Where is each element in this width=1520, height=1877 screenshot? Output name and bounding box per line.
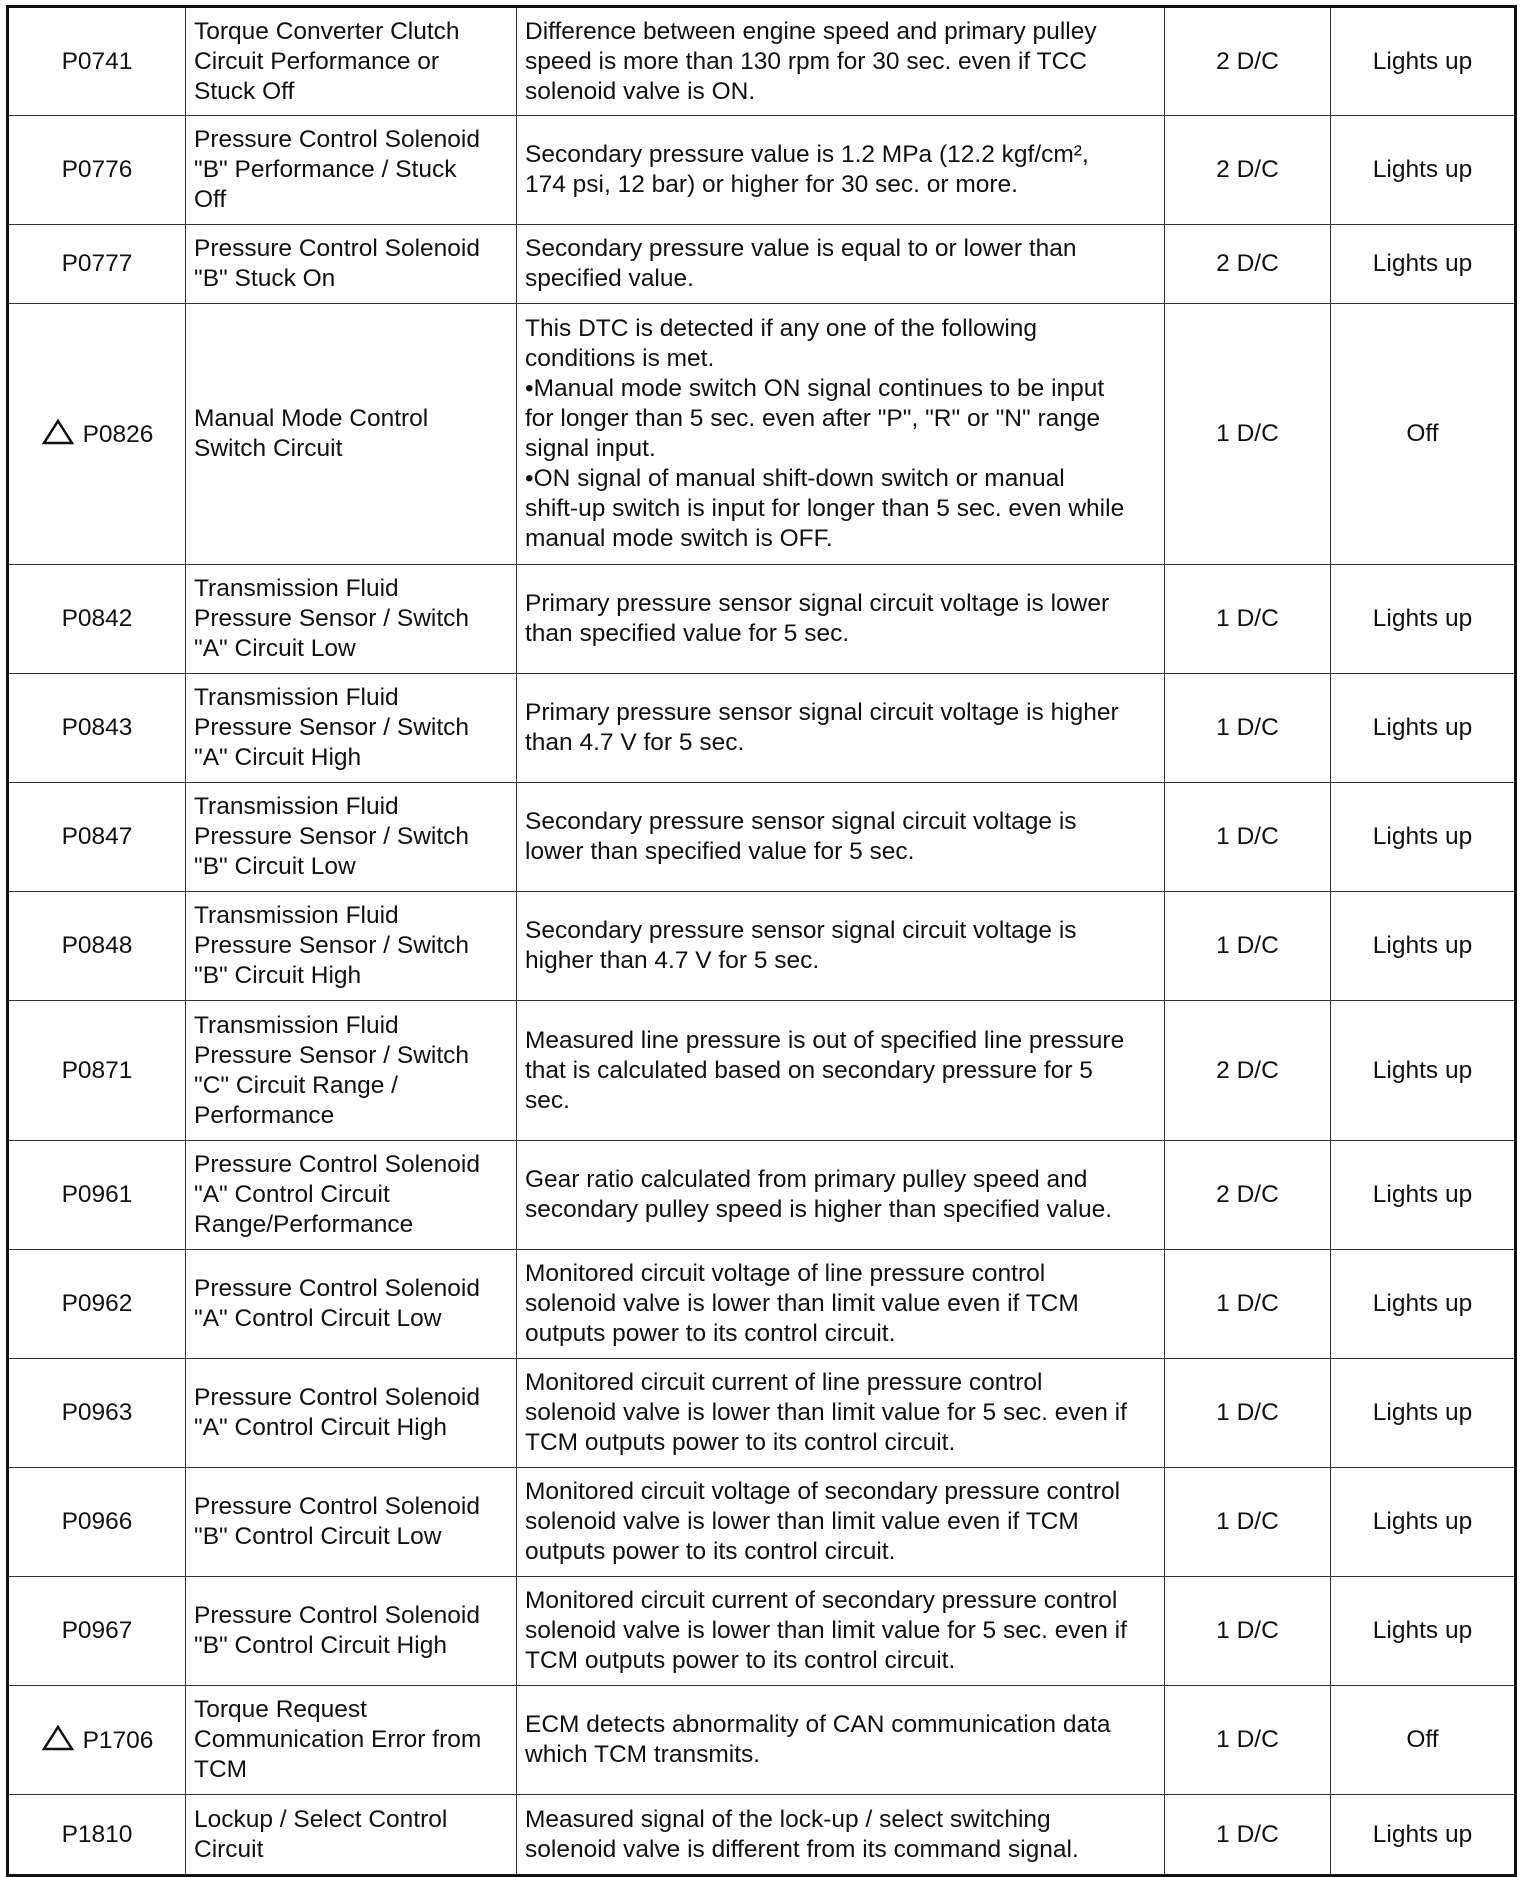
dtc-name-line: Pressure Sensor / Switch — [194, 1041, 470, 1069]
table-row — [8, 1001, 1516, 1141]
dtc-code-cell — [8, 304, 186, 565]
detection-condition-cell — [517, 304, 1165, 565]
mil-status-cell: Lights up — [1331, 1577, 1516, 1686]
dtc-name-line: Pressure Sensor / Switch — [194, 823, 470, 850]
detection-condition-line: outputs power to its control circuit. — [525, 1320, 896, 1347]
detection-condition-line: Gear ratio calculated from primary pulley speed and — [525, 1166, 1088, 1193]
detection-condition-line: Monitored circuit voltage of line pressure control — [525, 1260, 1046, 1287]
trip-cell: 1 D/C — [1165, 783, 1331, 892]
dtc-code: P0741 — [61, 47, 133, 75]
mil-status-cell: Lights up — [1331, 116, 1516, 225]
dtc-table-body — [8, 7, 1516, 1876]
dtc-name-line: "B" Circuit High — [194, 962, 362, 989]
detection-condition-cell — [517, 225, 1165, 304]
dtc-name-line: Pressure Sensor / Switch — [194, 932, 470, 959]
detection-condition-cell — [517, 1795, 1165, 1876]
detection-condition-cell — [517, 1250, 1165, 1359]
dtc-code-cell — [8, 1250, 186, 1359]
dtc-name-line: Circuit — [194, 1835, 264, 1863]
detection-condition-line: ECM detects abnormality of CAN communication data — [525, 1711, 1111, 1738]
detection-condition-line: Secondary pressure value is 1.2 MPa (12.2 kgf/cm², — [525, 141, 1089, 168]
dtc-name-line: "A" Control Circuit — [194, 1181, 390, 1208]
detection-condition-line: Measured signal of the lock-up / select switching — [525, 1805, 1051, 1833]
dtc-name-line: Off — [194, 186, 227, 213]
detection-condition-line: solenoid valve is different from its command signal. — [525, 1835, 1079, 1863]
detection-condition-line: shift-up switch is input for longer than 5 sec. even while — [525, 495, 1125, 522]
trip-cell: 1 D/C — [1165, 674, 1331, 783]
table-row — [8, 1795, 1516, 1876]
detection-condition-cell — [517, 674, 1165, 783]
dtc-name-line: Pressure Control Solenoid — [194, 1275, 480, 1302]
dtc-name-cell — [186, 1001, 517, 1141]
mil-status-cell: Off — [1331, 304, 1516, 565]
detection-condition-cell — [517, 1686, 1165, 1795]
dtc-name-line: Performance — [194, 1101, 335, 1129]
trip-cell: 1 D/C — [1165, 1468, 1331, 1577]
detection-condition-line: Monitored circuit current of line pressure control — [525, 1369, 1043, 1396]
detection-condition-cell — [517, 1001, 1165, 1141]
trip-cell: 1 D/C — [1165, 304, 1331, 565]
dtc-table — [6, 5, 1517, 1877]
dtc-code-cell — [8, 116, 186, 225]
dtc-code: P0962 — [61, 1290, 133, 1317]
dtc-code: P0966 — [61, 1508, 133, 1535]
mil-status-cell: Lights up — [1331, 1359, 1516, 1468]
table-row — [8, 783, 1516, 892]
detection-condition-line: Monitored circuit current of secondary pressure control — [525, 1587, 1118, 1614]
dtc-name-line: Switch Circuit — [194, 435, 343, 462]
detection-condition-line: Primary pressure sensor signal circuit voltage is higher — [525, 699, 1119, 726]
table-row — [8, 304, 1516, 565]
dtc-name-line: "A" Circuit Low — [194, 635, 356, 662]
dtc-code-cell — [8, 7, 186, 116]
detection-condition-line: solenoid valve is lower than limit value for 5 sec. even if — [525, 1617, 1127, 1644]
dtc-name-line: Pressure Control Solenoid — [194, 1384, 480, 1411]
dtc-code-cell — [8, 1795, 186, 1876]
detection-condition-line: than 4.7 V for 5 sec. — [525, 729, 745, 756]
warning-triangle-icon — [41, 418, 75, 446]
dtc-name-line: Torque Request — [194, 1696, 367, 1723]
trip-cell: 2 D/C — [1165, 1141, 1331, 1250]
mil-status-cell: Lights up — [1331, 225, 1516, 304]
table-row — [8, 565, 1516, 674]
table-row — [8, 225, 1516, 304]
detection-condition-line: secondary pulley speed is higher than specified value. — [525, 1196, 1113, 1223]
detection-condition-cell — [517, 892, 1165, 1001]
detection-condition-line: Primary pressure sensor signal circuit voltage is lower — [525, 590, 1110, 617]
trip-cell: 2 D/C — [1165, 7, 1331, 116]
warning-triangle-icon — [41, 1724, 75, 1752]
trip-cell: 1 D/C — [1165, 565, 1331, 674]
dtc-name-line: Range/Performance — [194, 1211, 414, 1238]
dtc-code-cell — [8, 1359, 186, 1468]
dtc-code-cell — [8, 1686, 186, 1795]
dtc-code: P0848 — [61, 932, 133, 959]
dtc-name-line: Pressure Control Solenoid — [194, 235, 480, 262]
detection-condition-line: sec. — [525, 1086, 570, 1114]
trip-cell: 1 D/C — [1165, 1686, 1331, 1795]
detection-condition-cell — [517, 1141, 1165, 1250]
dtc-name-line: "A" Control Circuit Low — [194, 1305, 442, 1332]
table-row — [8, 1468, 1516, 1577]
mil-status-cell: Lights up — [1331, 674, 1516, 783]
detection-condition-cell — [517, 565, 1165, 674]
dtc-code-cell — [8, 892, 186, 1001]
table-row — [8, 116, 1516, 225]
dtc-name-cell — [186, 304, 517, 565]
trip-cell: 1 D/C — [1165, 1577, 1331, 1686]
detection-condition-cell — [517, 1359, 1165, 1468]
trip-cell: 1 D/C — [1165, 1250, 1331, 1359]
trip-cell: 2 D/C — [1165, 1001, 1331, 1141]
dtc-code: P0963 — [61, 1399, 133, 1426]
dtc-code: P0842 — [61, 605, 133, 632]
dtc-name-cell — [186, 116, 517, 225]
table-row — [8, 1359, 1516, 1468]
mil-status-cell: Lights up — [1331, 892, 1516, 1001]
dtc-name-line: Transmission Fluid — [194, 902, 399, 929]
dtc-name-cell — [186, 1359, 517, 1468]
dtc-code: P0871 — [61, 1056, 133, 1084]
dtc-name-line: Pressure Sensor / Switch — [194, 714, 470, 741]
detection-condition-cell — [517, 783, 1165, 892]
dtc-name-line: "A" Circuit High — [194, 744, 362, 771]
dtc-name-line: Pressure Sensor / Switch — [194, 605, 470, 632]
trip-cell: 1 D/C — [1165, 892, 1331, 1001]
dtc-name-cell — [186, 1686, 517, 1795]
dtc-code: P0967 — [61, 1617, 133, 1644]
mil-status-cell: Off — [1331, 1686, 1516, 1795]
table-row — [8, 1577, 1516, 1686]
detection-condition-line: TCM outputs power to its control circuit. — [525, 1429, 956, 1456]
dtc-name-line: Transmission Fluid — [194, 793, 399, 820]
detection-condition-line: lower than specified value for 5 sec. — [525, 838, 915, 865]
dtc-name-cell — [186, 1577, 517, 1686]
detection-condition-line: This DTC is detected if any one of the following — [525, 315, 1038, 342]
dtc-code-cell — [8, 1001, 186, 1141]
detection-condition-line: Secondary pressure sensor signal circuit voltage is — [525, 917, 1077, 944]
dtc-name-cell — [186, 225, 517, 304]
detection-condition-line: solenoid valve is lower than limit value for 5 sec. even if — [525, 1399, 1127, 1426]
detection-condition-line: solenoid valve is ON. — [525, 77, 756, 105]
detection-condition-line: conditions is met. — [525, 345, 715, 372]
detection-condition-line: than specified value for 5 sec. — [525, 620, 850, 647]
detection-condition-line: solenoid valve is lower than limit value even if TCM — [525, 1508, 1079, 1535]
detection-condition-line: Measured line pressure is out of specified line pressure — [525, 1026, 1125, 1054]
detection-condition-line: Secondary pressure value is equal to or lower than — [525, 235, 1077, 262]
detection-condition-line: which TCM transmits. — [525, 1741, 761, 1768]
dtc-name-line: "B" Stuck On — [194, 265, 336, 292]
dtc-name-line: Lockup / Select Control — [194, 1805, 448, 1833]
detection-condition-cell — [517, 1468, 1165, 1577]
dtc-name-line: Pressure Control Solenoid — [194, 1602, 480, 1629]
dtc-name-line: "C" Circuit Range / — [194, 1071, 398, 1099]
mil-status-cell: Lights up — [1331, 1250, 1516, 1359]
dtc-code-cell — [8, 674, 186, 783]
detection-condition-line: TCM outputs power to its control circuit. — [525, 1647, 956, 1674]
dtc-name-cell — [186, 7, 517, 116]
dtc-name-line: Stuck Off — [194, 77, 295, 105]
detection-condition-line: Difference between engine speed and primary pulley — [525, 17, 1097, 45]
dtc-code: P1706 — [82, 1727, 154, 1754]
mil-status-cell: Lights up — [1331, 1468, 1516, 1577]
detection-condition-line: 174 psi, 12 bar) or higher for 30 sec. or more. — [525, 171, 1018, 198]
trip-cell: 1 D/C — [1165, 1359, 1331, 1468]
detection-condition-line: speed is more than 130 rpm for 30 sec. even if TCC — [525, 47, 1087, 75]
dtc-code-cell — [8, 1141, 186, 1250]
detection-condition-line: specified value. — [525, 265, 694, 292]
dtc-name-line: Communication Error from — [194, 1726, 482, 1753]
dtc-code-cell — [8, 783, 186, 892]
dtc-code: P0847 — [61, 823, 133, 850]
mil-status-cell: Lights up — [1331, 783, 1516, 892]
dtc-name-cell — [186, 674, 517, 783]
dtc-name-line: "B" Control Circuit Low — [194, 1523, 442, 1550]
dtc-name-line: Transmission Fluid — [194, 575, 399, 602]
dtc-code: P0843 — [61, 714, 133, 741]
detection-condition-line: that is calculated based on secondary pressure for 5 — [525, 1056, 1093, 1084]
mil-status-cell: Lights up — [1331, 1001, 1516, 1141]
dtc-code-cell — [8, 1577, 186, 1686]
dtc-code-cell — [8, 1468, 186, 1577]
dtc-code: P0961 — [61, 1181, 133, 1208]
dtc-name-cell — [186, 783, 517, 892]
dtc-code: P0776 — [61, 156, 133, 183]
dtc-name-cell — [186, 1250, 517, 1359]
dtc-code-cell — [8, 565, 186, 674]
detection-condition-line: higher than 4.7 V for 5 sec. — [525, 947, 820, 974]
table-row — [8, 1686, 1516, 1795]
detection-condition-line: manual mode switch is OFF. — [525, 525, 833, 552]
trip-cell: 2 D/C — [1165, 225, 1331, 304]
detection-condition-line: for longer than 5 sec. even after "P", "R" or "N" range — [525, 405, 1101, 432]
table-row — [8, 1141, 1516, 1250]
dtc-name-cell — [186, 1141, 517, 1250]
dtc-name-line: "B" Performance / Stuck — [194, 156, 457, 183]
table-row — [8, 674, 1516, 783]
dtc-name-cell — [186, 1468, 517, 1577]
mil-status-cell: Lights up — [1331, 565, 1516, 674]
dtc-name-line: Pressure Control Solenoid — [194, 1151, 480, 1178]
table-row — [8, 7, 1516, 116]
detection-condition-cell — [517, 1577, 1165, 1686]
dtc-code: P1810 — [61, 1820, 133, 1848]
dtc-name-cell — [186, 565, 517, 674]
dtc-name-line: Pressure Control Solenoid — [194, 1493, 480, 1520]
dtc-name-line: Circuit Performance or — [194, 47, 440, 75]
dtc-name-line: Torque Converter Clutch — [194, 17, 460, 45]
dtc-name-line: "B" Control Circuit High — [194, 1632, 447, 1659]
detection-condition-line: •Manual mode switch ON signal continues to be input — [525, 375, 1105, 402]
dtc-name-cell — [186, 892, 517, 1001]
detection-condition-cell — [517, 7, 1165, 116]
detection-condition-line: signal input. — [525, 435, 656, 462]
dtc-name-cell — [186, 1795, 517, 1876]
detection-condition-line: solenoid valve is lower than limit value even if TCM — [525, 1290, 1079, 1317]
mil-status-cell: Lights up — [1331, 7, 1516, 116]
table-row — [8, 1250, 1516, 1359]
dtc-name-line: "A" Control Circuit High — [194, 1414, 447, 1441]
dtc-code: P0777 — [61, 250, 133, 277]
dtc-name-line: TCM — [194, 1756, 248, 1783]
dtc-name-line: Pressure Control Solenoid — [194, 126, 480, 153]
dtc-code-cell — [8, 225, 186, 304]
mil-status-cell: Lights up — [1331, 1795, 1516, 1876]
table-row — [8, 892, 1516, 1001]
trip-cell: 1 D/C — [1165, 1795, 1331, 1876]
detection-condition-line: outputs power to its control circuit. — [525, 1538, 896, 1565]
dtc-code: P0826 — [82, 421, 154, 448]
detection-condition-line: •ON signal of manual shift-down switch or manual — [525, 465, 1065, 492]
trip-cell: 2 D/C — [1165, 116, 1331, 225]
dtc-name-line: Transmission Fluid — [194, 1011, 399, 1039]
dtc-name-line: Transmission Fluid — [194, 684, 399, 711]
detection-condition-line: Monitored circuit voltage of secondary pressure control — [525, 1478, 1121, 1505]
dtc-name-line: Manual Mode Control — [194, 405, 429, 432]
mil-status-cell: Lights up — [1331, 1141, 1516, 1250]
detection-condition-line: Secondary pressure sensor signal circuit voltage is — [525, 808, 1077, 835]
dtc-name-line: "B" Circuit Low — [194, 853, 356, 880]
detection-condition-cell — [517, 116, 1165, 225]
